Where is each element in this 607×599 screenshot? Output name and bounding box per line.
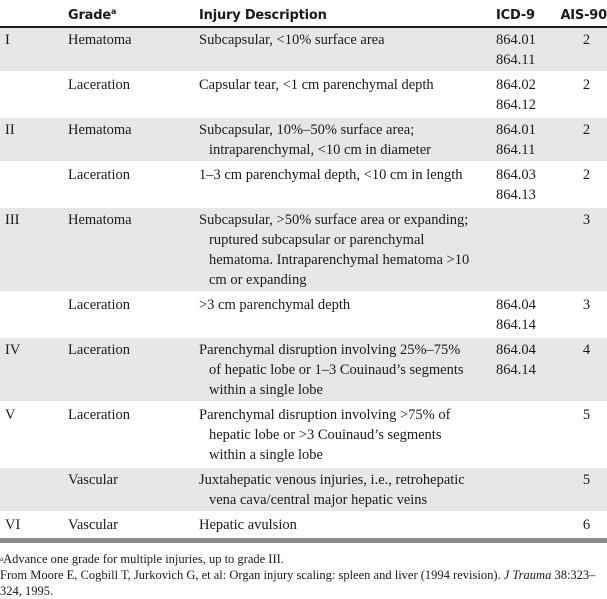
icd9-cell [496, 292, 556, 337]
table-row [0, 512, 607, 536]
injury-type-cell: Hematoma [68, 207, 199, 292]
table-row [0, 467, 607, 512]
header-icd9: ICD-9 [496, 0, 556, 27]
source-citation [0, 567, 607, 599]
table-header-row [0, 0, 607, 27]
citation-volume: 38:323–324, 1995. [0, 568, 596, 598]
icd9-code: 864.13 [496, 187, 536, 203]
ais90-cell: 2 [556, 162, 607, 207]
icd9-cell [496, 27, 556, 72]
header-ais90: AIS-90 [556, 0, 607, 27]
description-cell [199, 337, 496, 402]
table-row [0, 207, 607, 292]
injury-type-cell: Laceration [68, 292, 199, 337]
description-cell [199, 162, 496, 207]
footnote-a [0, 551, 607, 567]
icd9-cell [496, 162, 556, 207]
icd9-code: 864.11 [496, 52, 536, 68]
ais90-cell: 2 [556, 72, 607, 117]
footnote-a-text: Advance one grade for multiple injuries, up to grade III. [3, 552, 284, 566]
ais90-cell: 4 [556, 337, 607, 402]
ais90-cell: 6 [556, 512, 607, 536]
icd9-code: 864.01 [496, 32, 536, 48]
injury-type-cell: Laceration [68, 72, 199, 117]
icd9-cell [496, 72, 556, 117]
table-row [0, 162, 607, 207]
ais90-cell: 5 [556, 467, 607, 512]
table-row [0, 72, 607, 117]
description-cell [199, 512, 496, 536]
grade-cell: V [0, 402, 68, 467]
footnote-marker: a [110, 7, 117, 16]
description-text: 1–3 cm parenchymal depth, <10 cm in length [199, 167, 463, 183]
table-row [0, 337, 607, 402]
injury-type-cell: Vascular [68, 512, 199, 536]
footnotes [0, 551, 607, 599]
ais90-cell: 5 [556, 402, 607, 467]
grade-cell [0, 162, 68, 207]
grade-cell [0, 292, 68, 337]
injury-type-cell: Hematoma [68, 27, 199, 72]
ais90-cell: 2 [556, 117, 607, 162]
injury-type-cell: Laceration [68, 162, 199, 207]
icd9-code: 864.01 [496, 122, 536, 138]
icd9-code: 864.04 [496, 297, 536, 313]
icd9-code: 864.14 [496, 362, 536, 378]
table-body [0, 27, 607, 536]
icd9-cell [496, 337, 556, 402]
footnote-a-marker: a [0, 555, 4, 563]
description-text: Subcapsular, >50% surface area or expanding; ruptured subcapsular or parenchymal hematoma. Intraparenchymal hematoma >10 cm or expanding [199, 212, 470, 288]
icd9-code: 864.12 [496, 97, 536, 113]
injury-type-cell: Vascular [68, 467, 199, 512]
table-row [0, 27, 607, 72]
description-cell [199, 467, 496, 512]
description-cell [199, 72, 496, 117]
description-text: Parenchymal disruption involving 25%–75% of hepatic lobe or 1–3 Couinaud’s segments within a single lobe [199, 342, 464, 398]
description-cell [199, 117, 496, 162]
description-text: Hepatic avulsion [199, 517, 297, 533]
grade-cell: III [0, 207, 68, 292]
grade-cell: I [0, 27, 68, 72]
ais90-cell: 3 [556, 207, 607, 292]
header-grade-label: Grade [68, 8, 111, 23]
icd9-code: 864.14 [496, 317, 536, 333]
table-row [0, 117, 607, 162]
description-cell [199, 402, 496, 467]
citation-text: From Moore E, Cogbill T, Jurkovich G, et al: Organ injury scaling: spleen and liver (1994 revision). [0, 568, 504, 582]
header-description: Injury Description [199, 0, 496, 27]
grade-cell [0, 72, 68, 117]
injury-type-cell: Laceration [68, 402, 199, 467]
icd9-cell [496, 467, 556, 512]
header-blank [0, 0, 68, 27]
icd9-cell [496, 402, 556, 467]
icd9-cell [496, 512, 556, 536]
grade-cell: II [0, 117, 68, 162]
injury-type-cell: Hematoma [68, 117, 199, 162]
description-cell [199, 27, 496, 72]
ais90-cell: 2 [556, 27, 607, 72]
description-text: >3 cm parenchymal depth [199, 297, 351, 313]
icd9-cell [496, 207, 556, 292]
grade-cell: VI [0, 512, 68, 536]
icd9-cell [496, 117, 556, 162]
description-cell [199, 207, 496, 292]
description-text: Subcapsular, <10% surface area [199, 32, 385, 48]
grade-cell [0, 467, 68, 512]
description-text: Juxtahepatic venous injuries, i.e., retrohepatic vena cava/central major hepatic veins [199, 472, 465, 508]
table-bottom-rule [0, 538, 607, 543]
icd9-code: 864.04 [496, 342, 536, 358]
description-text: Capsular tear, <1 cm parenchymal depth [199, 77, 434, 93]
description-text: Parenchymal disruption involving >75% of hepatic lobe or >3 Couinaud’s segments within a single lobe [199, 407, 451, 463]
injury-type-cell: Laceration [68, 337, 199, 402]
description-cell [199, 292, 496, 337]
ais90-cell: 3 [556, 292, 607, 337]
description-text: Subcapsular, 10%–50% surface area; intraparenchymal, <10 cm in diameter [199, 122, 431, 158]
icd9-code: 864.11 [496, 142, 536, 158]
icd9-code: 864.02 [496, 77, 536, 93]
grade-cell: IV [0, 337, 68, 402]
icd9-code: 864.03 [496, 167, 536, 183]
citation-journal: J Trauma [503, 568, 552, 582]
header-grade [68, 0, 199, 27]
table-row [0, 292, 607, 337]
table-row [0, 402, 607, 467]
